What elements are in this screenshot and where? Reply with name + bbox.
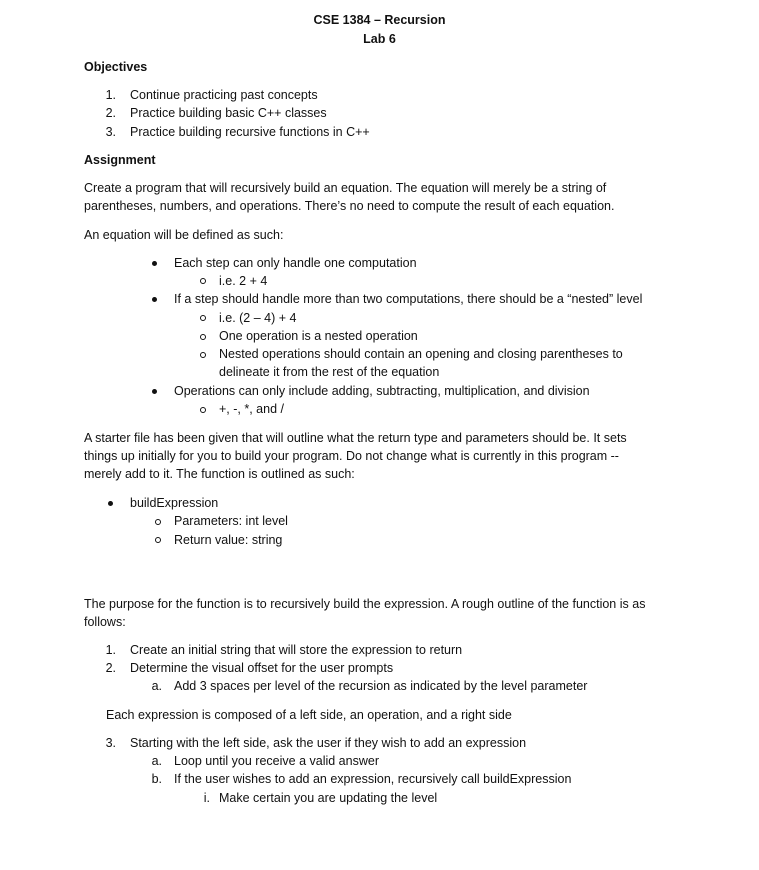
bullet-disc — [152, 297, 157, 302]
list-subitem: Loop until you receive a valid answer — [174, 754, 379, 768]
bullet-circle — [200, 334, 206, 340]
paragraph-line: things up initially for you to build your program. Do not change what is currently in this program -- — [84, 449, 619, 463]
bullet-circle — [155, 537, 161, 543]
list-subitem: One operation is a nested operation — [219, 329, 418, 343]
list-number: 2. — [105, 106, 116, 120]
list-subitem-continued: delineate it from the rest of the equation — [219, 365, 440, 379]
paragraph-line: follows: — [84, 615, 126, 629]
list-item: Determine the visual offset for the user prompts — [130, 661, 394, 675]
list-subitem: i.e. (2 – 4) + 4 — [219, 311, 297, 325]
bullet-disc — [108, 501, 113, 506]
list-item: Create an initial string that will store the expression to return — [130, 643, 463, 657]
function-parameters: Parameters: int level — [174, 514, 288, 528]
bullet-circle — [200, 407, 206, 413]
document-title: CSE 1384 – Recursion — [313, 13, 446, 27]
bullet-circle — [155, 519, 161, 525]
bullet-disc — [152, 261, 157, 266]
bullet-circle — [200, 315, 206, 321]
list-subitem: +, -, *, and / — [219, 402, 284, 416]
list-roman: i. — [203, 791, 210, 805]
assignment-heading: Assignment — [84, 153, 156, 167]
list-number: 2. — [105, 661, 116, 675]
paragraph-line: A starter file has been given that will outline what the return type and parameters should be. It sets — [84, 431, 627, 445]
list-item: Continue practicing past concepts — [130, 88, 318, 102]
function-name: buildExpression — [130, 496, 219, 510]
list-item: Practice building recursive functions in C++ — [130, 125, 370, 139]
paragraph-line: Each expression is composed of a left side, an operation, and a right side — [106, 708, 512, 722]
paragraph-line: parentheses, numbers, and operations. There’s no need to compute the result of each equation. — [84, 199, 615, 213]
paragraph-line: An equation will be defined as such: — [84, 228, 284, 242]
paragraph-line: Create a program that will recursively build an equation. The equation will merely be a string of — [84, 181, 607, 195]
list-subitem: Nested operations should contain an opening and closing parentheses to — [219, 347, 623, 361]
paragraph-line: merely add to it. The function is outlined as such: — [84, 467, 355, 481]
paragraph-line: The purpose for the function is to recursively build the expression. A rough outline of the function is as — [84, 597, 646, 611]
objectives-heading: Objectives — [84, 60, 148, 74]
list-letter: a. — [151, 754, 162, 768]
document-subtitle: Lab 6 — [363, 32, 396, 46]
list-item: Operations can only include adding, subtracting, multiplication, and division — [174, 384, 590, 398]
bullet-circle — [200, 352, 206, 358]
bullet-circle — [200, 278, 206, 284]
list-item: Each step can only handle one computation — [174, 256, 417, 270]
bullet-disc — [152, 389, 157, 394]
list-number: 1. — [105, 88, 116, 102]
list-item: Starting with the left side, ask the user if they wish to add an expression — [130, 736, 527, 750]
function-return: Return value: string — [174, 533, 283, 547]
list-subitem: Add 3 spaces per level of the recursion as indicated by the level parameter — [174, 679, 588, 693]
list-letter: a. — [151, 679, 162, 693]
list-subitem: i.e. 2 + 4 — [219, 274, 268, 288]
list-item: Practice building basic C++ classes — [130, 106, 327, 120]
list-item: If a step should handle more than two computations, there should be a “nested” level — [174, 292, 643, 306]
list-letter: b. — [151, 772, 162, 786]
list-number: 3. — [105, 736, 116, 750]
list-subsubitem: Make certain you are updating the level — [219, 791, 438, 805]
list-number: 3. — [105, 125, 116, 139]
list-subitem: If the user wishes to add an expression, recursively call buildExpression — [174, 772, 572, 786]
list-number: 1. — [105, 643, 116, 657]
